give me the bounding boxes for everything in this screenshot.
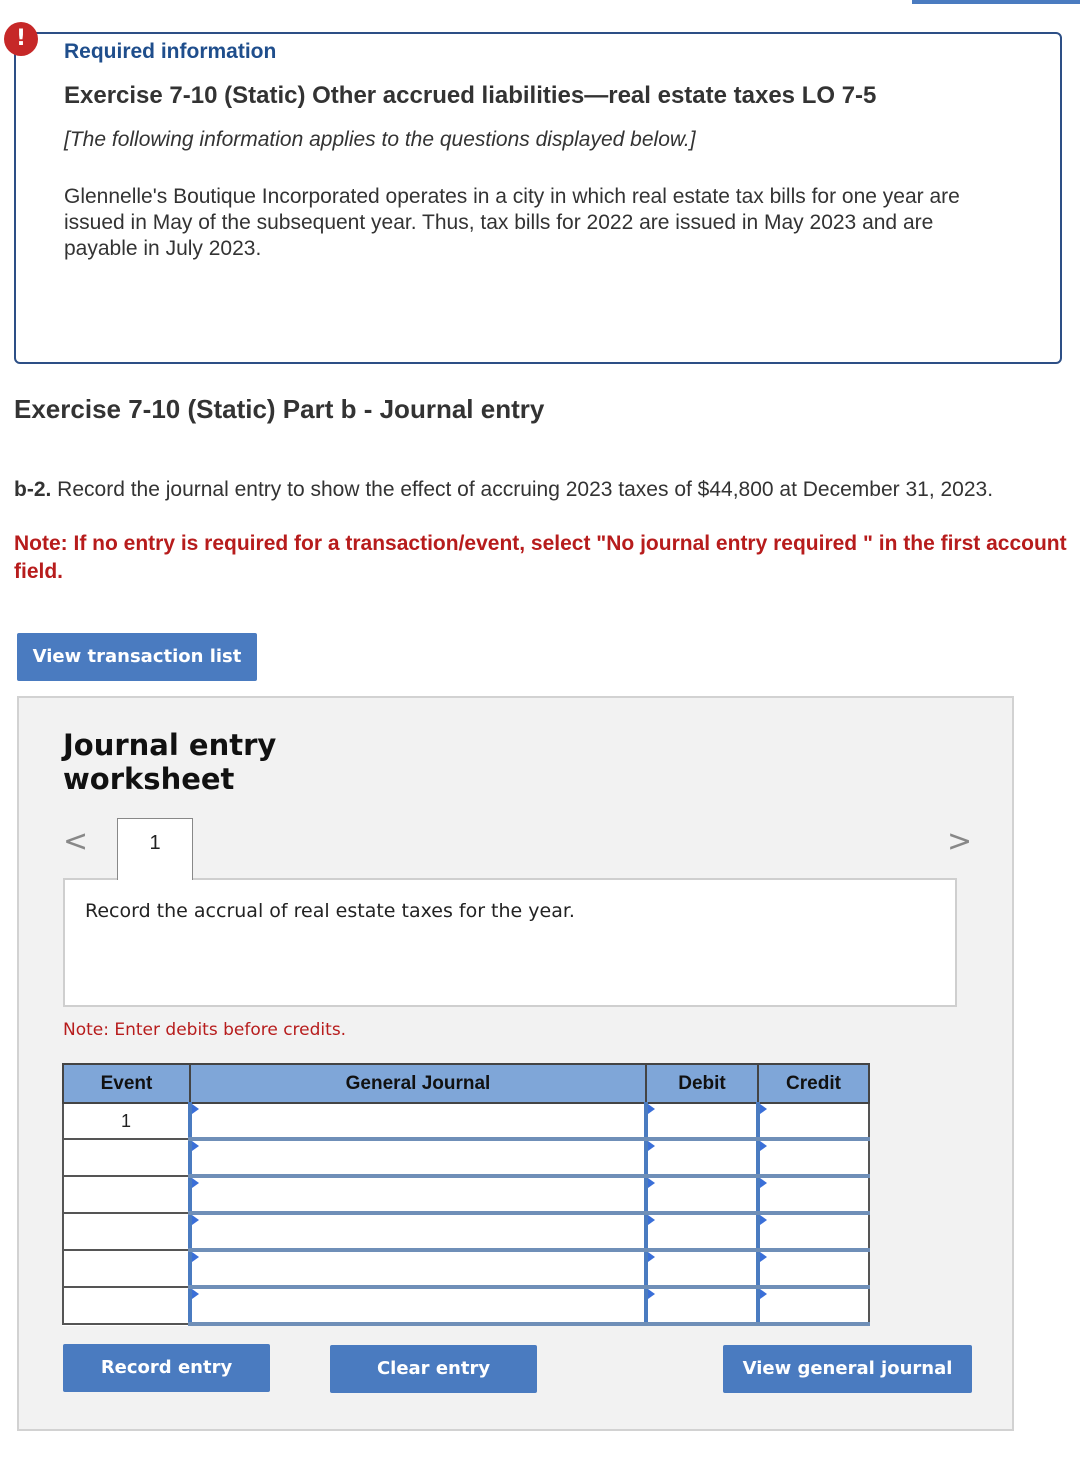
input-marker-icon: [760, 1289, 767, 1299]
input-marker-icon: [648, 1104, 655, 1114]
question-body: Record the journal entry to show the effect of accruing 2023 taxes of $44,800 at December 31, 2023.: [51, 478, 994, 501]
transaction-description: Record the accrual of real estate taxes for the year.: [85, 900, 575, 922]
dropdown-marker-icon: [192, 1252, 199, 1262]
view-general-journal-button[interactable]: View general journal: [723, 1345, 972, 1393]
journal-entry-worksheet: [17, 696, 1014, 1431]
chevron-right-icon[interactable]: >: [947, 824, 973, 859]
input-marker-icon: [648, 1141, 655, 1151]
required-information-title: Required information: [64, 40, 277, 63]
debits-credits-note: Note: Enter debits before credits.: [63, 1020, 347, 1040]
table-row: [63, 1250, 869, 1287]
debit-input[interactable]: [646, 1213, 758, 1250]
record-entry-button[interactable]: Record entry: [63, 1344, 270, 1392]
input-marker-icon: [760, 1252, 767, 1262]
debit-input[interactable]: [646, 1287, 758, 1324]
input-marker-icon: [648, 1289, 655, 1299]
table-row: [63, 1213, 869, 1250]
credit-input[interactable]: [758, 1213, 869, 1250]
journal-table: [62, 1063, 870, 1326]
dropdown-marker-icon: [192, 1104, 199, 1114]
clear-entry-button[interactable]: Clear entry: [330, 1345, 537, 1393]
credit-input[interactable]: [758, 1139, 869, 1176]
question-prefix: b-2.: [14, 478, 52, 501]
dropdown-marker-icon: [192, 1178, 199, 1188]
event-cell: [63, 1213, 190, 1250]
dropdown-marker-icon: [192, 1215, 199, 1225]
input-marker-icon: [648, 1178, 655, 1188]
worksheet-title: [63, 728, 276, 796]
input-marker-icon: [760, 1104, 767, 1114]
header-event: Event: [63, 1064, 190, 1103]
credit-input[interactable]: [758, 1103, 869, 1139]
credit-input[interactable]: [758, 1250, 869, 1287]
exercise-subtitle: [The following information applies to the questions displayed below.]: [64, 128, 696, 151]
debit-input[interactable]: [646, 1250, 758, 1287]
exercise-description: Glennelle's Boutique Incorporated operates in a city in which real estate tax bills for one year are issued in May of the subsequent year. Thus, tax bills for 2022 are issued in May 2023 and are payable in July 2023.: [64, 185, 960, 260]
exercise-title: Exercise 7-10 (Static) Other accrued liabilities—real estate taxes LO 7-5: [64, 82, 877, 109]
account-input[interactable]: [190, 1287, 646, 1324]
credit-input[interactable]: [758, 1287, 869, 1324]
event-cell: [63, 1139, 190, 1176]
dropdown-marker-icon: [192, 1289, 199, 1299]
dropdown-marker-icon: [192, 1141, 199, 1151]
debit-input[interactable]: [646, 1139, 758, 1176]
table-row: [63, 1139, 869, 1176]
event-cell: [63, 1250, 190, 1287]
question-text: [14, 476, 1069, 503]
event-cell: 1: [63, 1103, 190, 1139]
header-general-journal: General Journal: [190, 1064, 646, 1103]
instruction-note: Note: If no entry is required for a transaction/event, select "No journal entry required " in the first account field.: [14, 532, 1067, 583]
input-marker-icon: [760, 1215, 767, 1225]
event-cell: [63, 1287, 190, 1324]
header-credit: Credit: [758, 1064, 869, 1103]
account-input[interactable]: [190, 1103, 646, 1139]
event-cell: [63, 1176, 190, 1213]
table-row: [63, 1176, 869, 1213]
account-input[interactable]: [190, 1213, 646, 1250]
input-marker-icon: [648, 1215, 655, 1225]
credit-input[interactable]: [758, 1176, 869, 1213]
chevron-left-icon[interactable]: <: [63, 824, 89, 859]
account-input[interactable]: [190, 1139, 646, 1176]
transaction-description-box: [63, 878, 957, 1007]
part-title: Exercise 7-10 (Static) Part b - Journal entry: [14, 394, 545, 424]
worksheet-page-tab[interactable]: 1: [117, 818, 193, 880]
input-marker-icon: [760, 1178, 767, 1188]
worksheet-title-line2: worksheet: [63, 762, 235, 796]
table-row: [63, 1103, 869, 1139]
worksheet-title-line1: Journal entry: [63, 728, 277, 762]
top-progress-accent: [912, 0, 1080, 4]
alert-icon: !: [4, 22, 38, 56]
debit-input[interactable]: [646, 1103, 758, 1139]
header-debit: Debit: [646, 1064, 758, 1103]
debit-input[interactable]: [646, 1176, 758, 1213]
input-marker-icon: [648, 1252, 655, 1262]
account-input[interactable]: [190, 1250, 646, 1287]
view-transaction-list-button[interactable]: View transaction list: [17, 633, 257, 681]
table-row: [63, 1287, 869, 1324]
input-marker-icon: [760, 1141, 767, 1151]
account-input[interactable]: [190, 1176, 646, 1213]
